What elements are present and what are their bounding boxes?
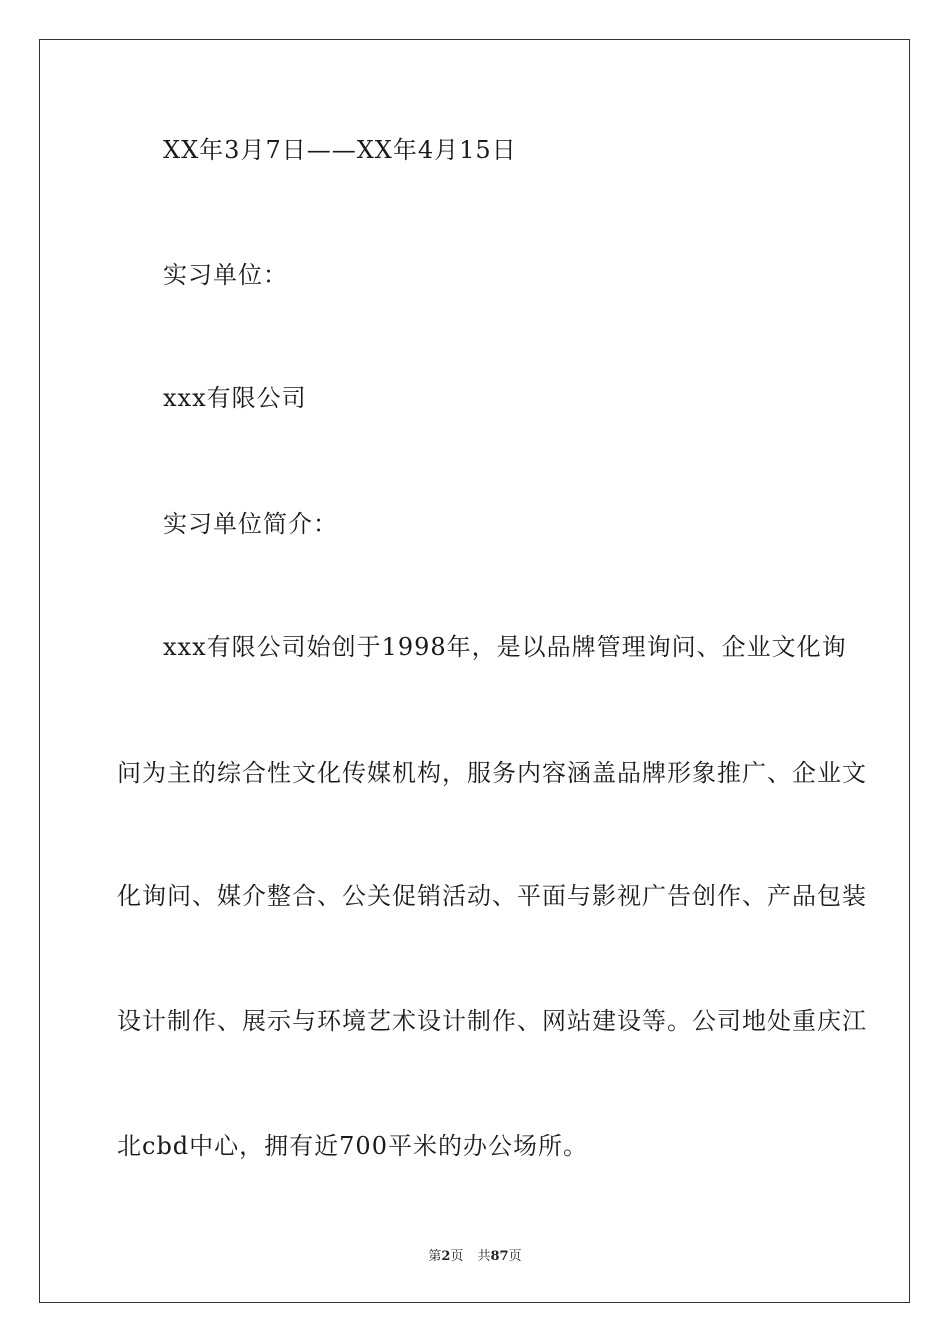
paragraph-line-5: 北cbd中心，拥有近700平米的办公场所。 [117,1132,588,1160]
date-range-line: XX年3月7日——XX年4月15日 [163,136,517,164]
paragraph-line-2: 问为主的综合性文化传媒机构，服务内容涵盖品牌形象推广、企业文 [117,759,867,787]
footer-total-suffix: 页 [508,1249,522,1264]
company-name: xxx有限公司 [163,384,307,412]
internship-unit-label: 实习单位： [163,261,288,289]
page-footer [0,1248,950,1266]
footer-total-pages: 87 [490,1249,509,1264]
paragraph-line-4: 设计制作、展示与环境艺术设计制作、网站建设等。公司地处重庆江 [117,1007,867,1035]
paragraph-line-3: 化询问、媒介整合、公关促销活动、平面与影视广告创作、产品包装 [117,882,867,910]
footer-page-suffix: 页 [450,1249,464,1264]
page-border [39,39,910,1303]
footer-total-prefix: 共 [477,1249,491,1264]
unit-intro-heading: 实习单位简介： [163,510,338,538]
paragraph-line-1: xxx有限公司始创于1998年，是以品牌管理询问、企业文化询 [163,633,847,661]
footer-page-number: 2 [441,1249,451,1264]
footer-page-prefix: 第 [428,1249,442,1264]
